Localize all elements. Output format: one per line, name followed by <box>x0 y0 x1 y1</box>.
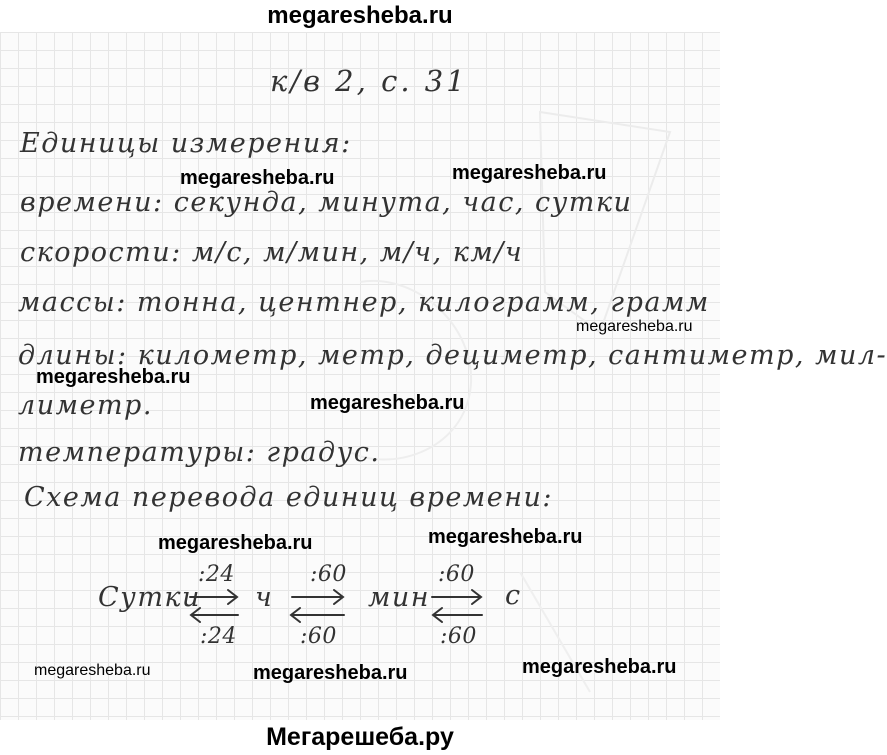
watermark: megaresheba.ru <box>452 162 607 184</box>
watermark: megaresheba.ru <box>522 656 677 678</box>
scheme-unit-days: Сутки <box>98 582 201 613</box>
scheme-factor-bottom-3: :60 <box>440 624 477 649</box>
scheme-unit-seconds: с <box>505 580 522 611</box>
arrow-right-2 <box>292 590 343 604</box>
arrow-right-1 <box>190 590 237 604</box>
scheme-factor-top-2: :60 <box>310 562 347 587</box>
watermark: megaresheba.ru <box>428 526 583 548</box>
line-temperature: температуры: градус. <box>18 437 381 468</box>
arrow-right-3 <box>432 590 481 604</box>
line-speed: скорости: м/с, м/мин, м/ч, км/ч <box>20 237 524 268</box>
arrow-left-1 <box>191 608 238 622</box>
notebook-title: к/в 2, с. 31 <box>270 64 468 98</box>
watermark: megaresheba.ru <box>36 366 191 388</box>
scheme-factor-bottom-1: :24 <box>200 624 237 649</box>
line-mass: массы: тонна, центнер, килограмм, грамм <box>18 287 710 318</box>
line-length-2: лиметр. <box>18 390 153 421</box>
arrow-left-3 <box>433 608 482 622</box>
arrow-left-2 <box>291 608 344 622</box>
watermark: megaresheba.ru <box>180 167 335 189</box>
watermark: megaresheba.ru <box>34 662 151 679</box>
scheme-title: Схема перевода единиц времени: <box>24 482 554 513</box>
watermark: megaresheba.ru <box>576 318 693 335</box>
scheme-factor-top-1: :24 <box>198 562 235 587</box>
watermark: megaresheba.ru <box>158 532 313 554</box>
line-time: времени: секунда, минута, час, сутки <box>20 187 633 218</box>
watermark: megaresheba.ru <box>253 662 408 684</box>
notebook-heading: Единицы измерения: <box>20 128 352 159</box>
watermark: megaresheba.ru <box>310 392 465 414</box>
scheme-unit-hours: ч <box>255 582 274 613</box>
scheme-unit-minutes: мин <box>368 582 431 613</box>
scheme-factor-top-3: :60 <box>438 562 475 587</box>
site-footer: Мегарешеба.ру <box>266 723 454 751</box>
line-length-1: длины: километр, метр, дециметр, сантиметр, мил- <box>18 340 887 371</box>
site-header: megaresheba.ru <box>267 2 453 29</box>
scheme-factor-bottom-2: :60 <box>300 624 337 649</box>
notebook-page <box>0 32 887 720</box>
